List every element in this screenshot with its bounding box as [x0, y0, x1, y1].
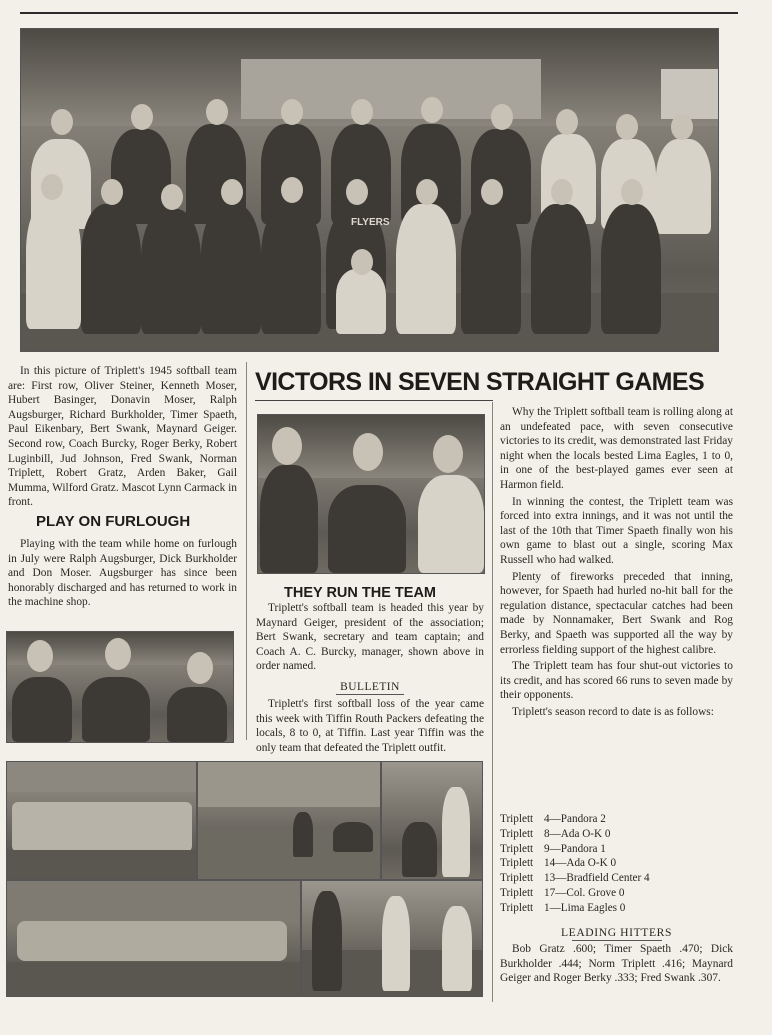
article-para-1: Why the Triplett softball team is rolling along at an undefeated pace, with seven consecutive victories to its credit, was demonstrated last Friday night when the locals bested Lima Eagles, 1 to 0, in one of the best-played games ever seen at Harmon field.	[500, 406, 733, 491]
season-row	[500, 871, 733, 886]
article-para-2: In winning the contest, the Triplett team was forced into extra innings, and it was not until the last of the 10th that Timer Spaeth finally won his own game to blast out a single, scoring Max Russell who had walked.	[500, 495, 733, 566]
leading-hitters-title: LEADING HITTERS	[560, 926, 673, 939]
column-divider-left	[246, 362, 247, 740]
bulletin-rule	[336, 694, 404, 695]
season-row	[500, 812, 733, 827]
officers-photo	[257, 414, 485, 574]
team-photo	[20, 28, 719, 352]
season-score: 13—Bradfield Center 4	[544, 872, 650, 885]
season-team: Triplett	[500, 827, 534, 840]
season-row	[500, 886, 733, 901]
leading-hitters-story	[500, 942, 733, 986]
furlough-story	[8, 537, 237, 610]
top-rule	[20, 12, 738, 14]
bulletin-text: Triplett's first softball loss of the year came this week with Tiffin Routh Packers defeating the locals, 8 to 0, at Tiffin. Last year Tiffin was the only team that defeated the Triplett outfit.	[256, 698, 484, 754]
season-score: 4—Pandora 2	[544, 813, 606, 825]
season-score: 1—Lima Eagles 0	[544, 901, 626, 914]
crowd-bleachers-photo	[6, 761, 197, 880]
season-team: Triplett	[500, 813, 534, 825]
season-team: Triplett	[500, 886, 534, 899]
leading-hitters-rule	[572, 940, 662, 941]
run-team-text: Triplett's softball team is headed this year by Maynard Geiger, president of the association; Bert Swank, secretary and team captain; and Coach A. C. Burcky, manager, shown above in order named.	[256, 602, 484, 673]
furlough-text: Playing with the team while home on furlough in July were Ralph Augsburger, Dick Burkholder and Don Moser. Augsburger has since been honorably discharged and has returned to work in the machine shop.	[8, 538, 237, 609]
run-team-story	[256, 601, 484, 674]
season-row	[500, 827, 733, 842]
season-score: 9—Pandora 1	[544, 842, 606, 855]
jersey-lettering: FLYERS	[351, 217, 390, 228]
umpire-photo	[301, 880, 483, 997]
batting-photo	[381, 761, 483, 880]
furlough-players-photo	[6, 631, 234, 743]
article-para-5: Triplett's season record to date is as follows:	[512, 705, 714, 718]
article-para-3: Plenty of fireworks preceded that inning, however, for Spaeth had hurled no-hit ball for the regulation distance, spectacular catches had been made by Nonnamaker, Bert Swank and Rog Berky, and Spaeth was supported all the way by errorless fielding support of the highest calibre.	[500, 570, 733, 656]
field-game-photo	[197, 761, 381, 880]
main-article	[500, 405, 733, 721]
leading-hitters-text: Bob Gratz .600; Timer Spaeth .470; Dick Burkholder .444; Norm Triplett .416; Maynard Geiger and Roger Berky .333; Fred Swank .307.	[500, 943, 733, 985]
season-row	[500, 842, 733, 857]
furlough-headline: PLAY ON FURLOUGH	[36, 513, 191, 530]
run-team-headline: THEY RUN THE TEAM	[284, 585, 436, 601]
headline-underline	[255, 400, 493, 401]
season-team: Triplett	[500, 901, 534, 914]
article-para-4: The Triplett team has four shut-out victories to its credit, and has scored 66 runs to seven made by their opponents.	[500, 660, 733, 702]
season-score: 14—Ada O-K 0	[544, 857, 617, 870]
season-record-list	[500, 812, 733, 916]
spectators-photo	[6, 880, 301, 997]
season-score: 17—Col. Grove 0	[544, 886, 625, 899]
bulletin-title: BULLETIN	[340, 681, 400, 693]
team-photo-caption	[8, 364, 237, 510]
bulletin-story	[256, 697, 484, 755]
season-team: Triplett	[500, 872, 534, 885]
season-score: 8—Ada O-K 0	[544, 827, 611, 840]
season-row	[500, 856, 733, 871]
main-headline: VICTORS IN SEVEN STRAIGHT GAMES	[255, 368, 705, 396]
season-team: Triplett	[500, 842, 534, 855]
column-divider-right	[492, 402, 493, 1002]
caption-text: In this picture of Triplett's 1945 softball team are: First row, Oliver Steiner, Kenneth Moser, Hubert Basinger, Donavin Moser, Ralph Augsburger, Richard Burkholder, Timer Spaeth, Paul Eikenbary, Bert Swank, Maynard Geiger. Second row, Coach Burcky, Roger Berky, Robert Luginbill, Jud Johnson, Fred Swank, Norman Triplett, Robert Gratz, Arden Baker, Gail Mumma, Wilford Gratz. Mascot Lynn Carmack in front.	[8, 365, 237, 509]
season-team: Triplett	[500, 857, 534, 870]
season-row	[500, 901, 733, 916]
